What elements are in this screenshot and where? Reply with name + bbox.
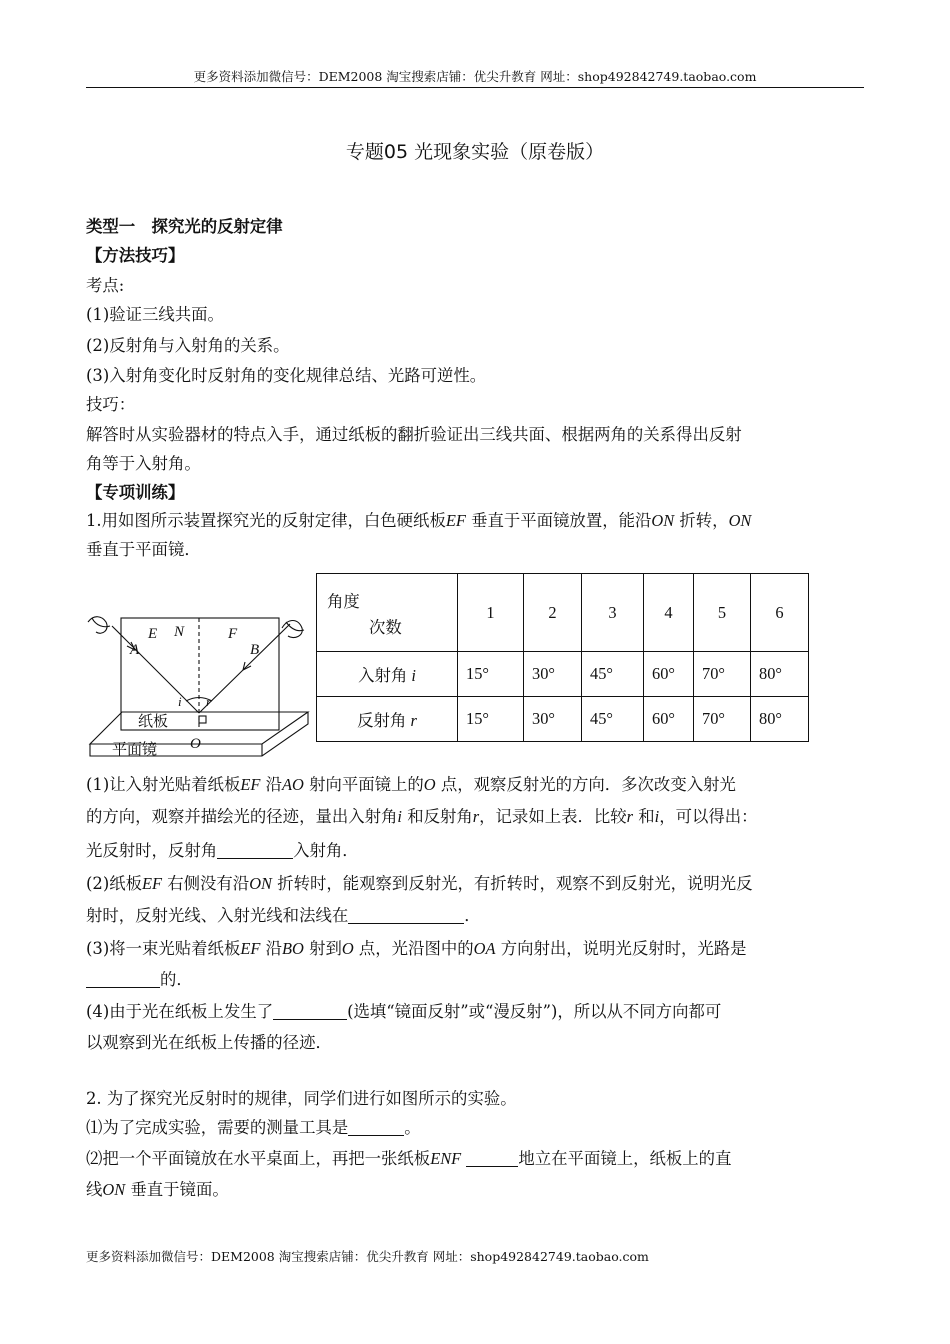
header-rule <box>86 87 864 88</box>
label-zhiban: 纸板 <box>138 712 169 730</box>
answer-blank-3[interactable] <box>86 971 160 988</box>
q2-part2-line-1: ⑵把一个平面镜放在水平桌面上，再把一张纸板ENF 地立在平面镜上，纸板上的直 <box>86 1149 732 1168</box>
q2-part2-line-2: 线ON 垂直于镜面。 <box>86 1180 229 1199</box>
label-F: F <box>228 626 238 642</box>
reflection-apparatus-figure <box>82 608 314 768</box>
q1-part1-line-3: 光反射时，反射角 入射角． <box>86 841 359 860</box>
answer-blank-6[interactable] <box>466 1150 518 1167</box>
reflected-ray <box>199 624 290 713</box>
label-N: N <box>174 624 185 640</box>
page-title: 专题05 光现象实验（原卷版） <box>345 141 605 163</box>
table-cell: 45° <box>582 652 644 697</box>
q1-part4-line-2: 以观察到光在纸板上传播的径迹． <box>86 1033 332 1052</box>
col-header-3: 3 <box>582 574 644 652</box>
table-cell: 30° <box>524 697 582 742</box>
q1-stem-line-1: 1.用如图所示装置探究光的反射定律，白色硬纸板EF 垂直于平面镜放置，能沿ON 折转，ON <box>86 511 752 530</box>
answer-blank-5[interactable] <box>348 1119 404 1136</box>
label-B: B <box>250 642 260 658</box>
q2-stem: 2. 为了探究光反射时的规律，同学们进行如图所示的实验。 <box>86 1089 517 1108</box>
label-i: i <box>178 694 182 709</box>
q1-part1-line-1: (1)让入射光贴着纸板EF 沿AO 射向平面镜上的O 点，观察反射光的方向．多次改变入射光 <box>86 775 736 794</box>
tip-line-1: 解答时从实验器材的特点入手，通过纸板的翻折验证出三线共面、根据两角的关系得出反射 <box>86 425 742 444</box>
col-header-4: 4 <box>644 574 694 652</box>
q1-stem-line-2: 垂直于平面镜． <box>86 540 201 559</box>
table-cell: 70° <box>694 652 751 697</box>
answer-blank-1[interactable] <box>217 842 293 859</box>
table-cell: 15° <box>458 697 524 742</box>
point-2: (2)反射角与入射角的关系。 <box>86 336 290 355</box>
training-heading: 【专项训练】 <box>86 483 185 502</box>
table-row-reflection <box>317 697 809 742</box>
page-footer: 更多资料添加微信号：DEM2008 淘宝搜索店铺：优尖升教育 网址：shop492842749.taobao.com <box>86 1249 649 1264</box>
label-r: r <box>206 694 212 709</box>
method-heading: 【方法技巧】 <box>86 246 185 265</box>
label-O: O <box>190 736 201 752</box>
table-cell: 70° <box>694 697 751 742</box>
table-cell: 60° <box>644 697 694 742</box>
tip-line-2: 角等于入射角。 <box>86 454 201 473</box>
col-header-6: 6 <box>751 574 809 652</box>
col-header-2: 2 <box>524 574 582 652</box>
q1-part2-line-1: (2)纸板EF 右侧没有沿ON 折转时，能观察到反射光，有折转时，观察不到反射光，说明光反 <box>86 874 753 893</box>
label-mirror: 平面镜 <box>112 740 158 758</box>
q1-part2-line-2: 射时，反射光线、入射光线和法线在 ． <box>86 906 481 925</box>
table-cell: 60° <box>644 652 694 697</box>
q1-part4-line-1: (4)由于光在纸板上发生了 (选填“镜面反射”或“漫反射”)，所以从不同方向都可 <box>86 1002 722 1021</box>
label-E: E <box>148 626 158 642</box>
type-heading: 类型一 探究光的反射定律 <box>86 217 283 236</box>
page-header: 更多资料添加微信号：DEM2008 淘宝搜索店铺：优尖升教育 网址：shop492842749.taobao.com <box>193 69 757 84</box>
table-cell: 80° <box>751 652 809 697</box>
table-cell: 15° <box>458 652 524 697</box>
table-corner-header: 角度 次数 <box>317 574 458 652</box>
table-row-incident <box>317 652 809 697</box>
col-header-1: 1 <box>458 574 524 652</box>
kaodian-label: 考点: <box>86 276 125 295</box>
col-header-5: 5 <box>694 574 751 652</box>
label-A: A <box>130 642 140 658</box>
point-1: (1)验证三线共面。 <box>86 305 224 324</box>
row-label-reflection: 反射角 r <box>317 697 458 742</box>
q1-part1-line-2: 的方向，观察并描绘光的径迹，量出入射角i 和反射角r，记录如上表．比较r 和i，可以得出： <box>86 807 758 826</box>
table-cell: 45° <box>582 697 644 742</box>
angle-table <box>316 573 809 742</box>
q1-part3-line-2: 的． <box>86 968 866 992</box>
table-cell: 80° <box>751 697 809 742</box>
jiqiao-label: 技巧： <box>86 395 136 414</box>
q1-part3-line-1: (3)将一束光贴着纸板EF 沿BO 射到O 点，光沿图中的OA 方向射出，说明光反射时，光路是 <box>86 939 747 958</box>
answer-blank-2[interactable] <box>348 907 464 924</box>
table-cell: 30° <box>524 652 582 697</box>
q2-part1: ⑴为了完成实验，需要的测量工具是 。 <box>86 1118 421 1137</box>
row-label-incident: 入射角 i <box>317 652 458 697</box>
point-3: (3)入射角变化时反射角的变化规律总结、光路可逆性。 <box>86 366 487 385</box>
answer-blank-4[interactable] <box>273 1003 347 1020</box>
